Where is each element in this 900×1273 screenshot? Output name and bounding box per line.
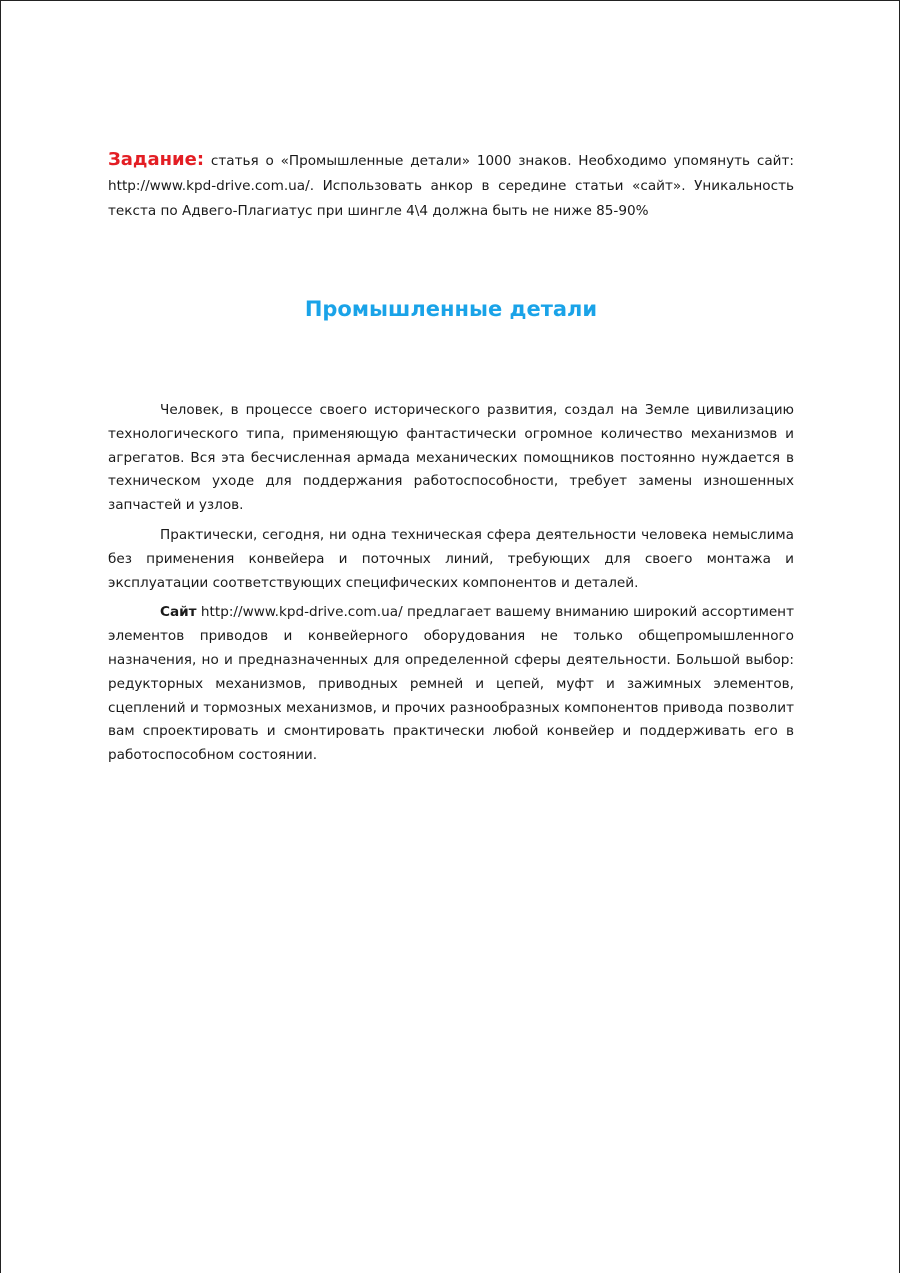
task-paragraph	[108, 147, 794, 224]
task-text: статья о «Промышленные детали» 1000 знаков. Необходимо упомянуть сайт: http://www.kpd-drive.com.ua/. Использовать анкор в середине статьи «сайт». Уникальность текста по Адвего-Плагиатус при шингле 4\4 должна быть не ниже 85-90%	[108, 153, 794, 219]
article-paragraph-1: Человек, в процессе своего исторического развития, создал на Земле цивилизацию технологического типа, применяющую фантастически огромное количество механизмов и агрегатов. Вся эта бесчисленная армада механических помощников постоянно нуждается в техническом уходе для поддержания работоспособности, требует замены изношенных запчастей и узлов.	[108, 402, 794, 514]
article-title: Промышленные детали	[304, 297, 598, 321]
article-paragraph-3-text: http://www.kpd-drive.com.ua/ предлагает вашему вниманию широкий ассортимент элементов приводов и конвейерного оборудования не только общепромышленного назначения, но и предназначенных для определенной сферы деятельности. Большой выбор: редукторных механизмов, приводных ремней и цепей, муфт и зажимных элементов, сцеплений и тормозных механизмов, и прочих разнообразных компонентов привода позволит вам спроектировать и смонтировать практически любой конвейер и поддерживать его в работоспособном состоянии.	[108, 604, 794, 764]
task-label: Задание:	[108, 149, 205, 170]
article-body	[108, 399, 794, 774]
site-anchor-label: Сайт	[160, 604, 197, 621]
article-paragraph-3	[108, 601, 794, 768]
article-paragraph-2: Практически, сегодня, ни одна техническая сфера деятельности человека немыслима без применения конвейера и поточных линий, требующих для своего монтажа и эксплуатации соответствующих специфических компонентов и деталей.	[108, 526, 794, 591]
